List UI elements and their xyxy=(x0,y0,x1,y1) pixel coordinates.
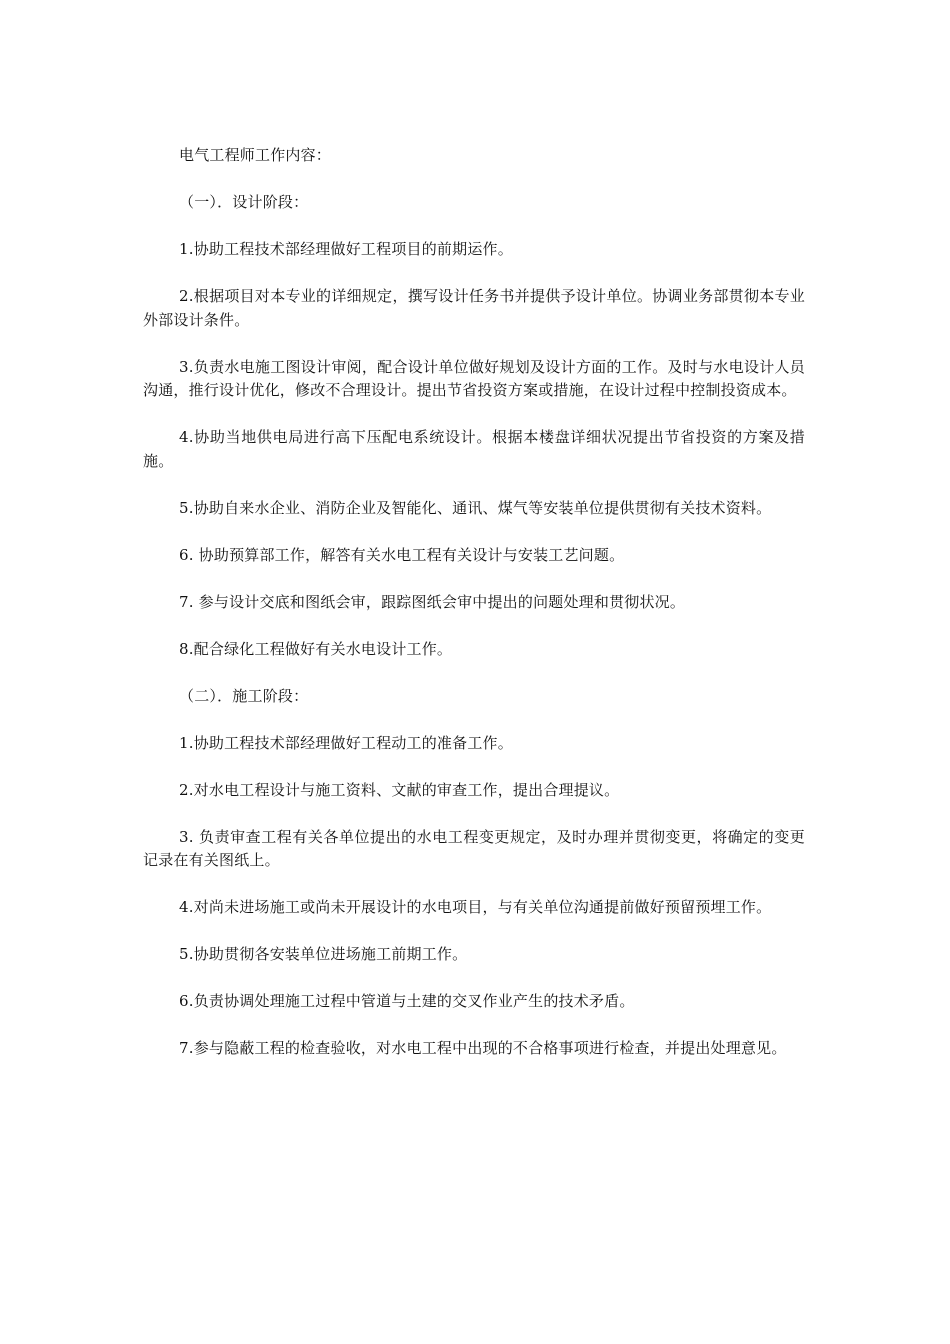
construction-item-3: 3. 负责审查工程有关各单位提出的水电工程变更规定，及时办理并贯彻变更，将确定的变更记录在有关图纸上。 xyxy=(143,827,805,869)
design-item-1: 1.协助工程技术部经理做好工程项目的前期运作。 xyxy=(179,240,513,258)
design-item-2: 2.根据项目对本专业的详细规定，撰写设计任务书并提供予设计单位。协调业务部贯彻本专业外部设计条件。 xyxy=(143,287,805,329)
construction-item-2: 2.对水电工程设计与施工资料、文献的审查工作，提出合理提议。 xyxy=(179,780,620,799)
design-item-8: 8.配合绿化工程做好有关水电设计工作。 xyxy=(179,639,453,658)
construction-item-7: 7.参与隐蔽工程的检查验收，对水电工程中出现的不合格事项进行检查，并提出处理意见。 xyxy=(179,1039,787,1057)
design-item-6: 6. 协助预算部工作，解答有关水电工程有关设计与安装工艺问题。 xyxy=(179,545,625,564)
construction-item-4: 4.对尚未进场施工或尚未开展设计的水电项目，与有关单位沟通提前做好预留预埋工作。 xyxy=(179,898,772,916)
design-item-3: 3.负责水电施工图设计审阅，配合设计单位做好规划及设计方面的工作。及时与水电设计人员沟通，推行设计优化，修改不合理设计。提出节省投资方案或措施，在设计过程中控制投资成本。 xyxy=(143,357,805,399)
document-title: 电气工程师工作内容： xyxy=(179,146,332,164)
design-item-4: 4.协助当地供电局进行高下压配电系统设计。根据本楼盘详细状况提出节省投资的方案及措施。 xyxy=(143,428,805,470)
construction-item-1: 1.协助工程技术部经理做好工程动工的准备工作。 xyxy=(179,733,513,752)
section-heading-construction: （二）．施工阶段： xyxy=(179,686,309,705)
section-heading-design: （一）．设计阶段： xyxy=(179,193,309,211)
design-item-5: 5.协助自来水企业、消防企业及智能化、通讯、煤气等安装单位提供贯彻有关技术资料。 xyxy=(179,498,772,517)
construction-item-5: 5.协助贯彻各安装单位进场施工前期工作。 xyxy=(179,945,468,963)
document-body xyxy=(143,144,805,1084)
design-item-7: 7. 参与设计交底和图纸会审，跟踪图纸会审中提出的问题处理和贯彻状况。 xyxy=(179,592,686,611)
construction-item-6: 6.负责协调处理施工过程中管道与土建的交叉作业产生的技术矛盾。 xyxy=(179,992,635,1010)
